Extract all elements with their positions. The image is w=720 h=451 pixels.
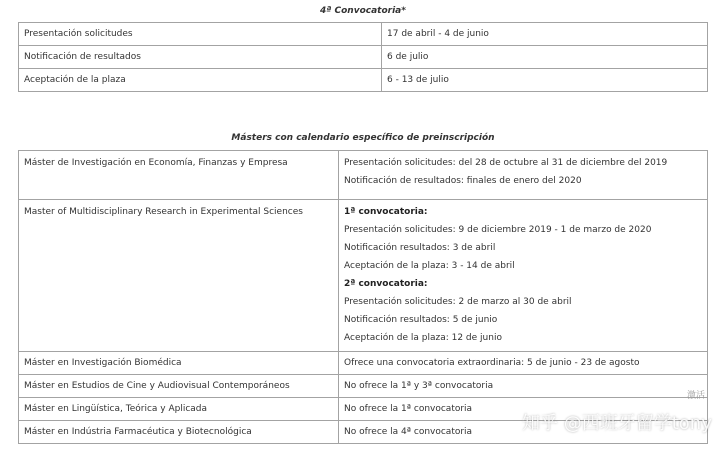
table-row <box>19 46 708 69</box>
convocatoria-heading: 2ª convocatoria: <box>344 279 428 289</box>
table-row <box>19 200 708 352</box>
table-row <box>19 23 708 46</box>
master-name-cell: Máster de Investigación en Economía, Finanzas y Empresa <box>19 151 339 200</box>
convocatoria-heading: 1ª convocatoria: <box>344 207 428 217</box>
master-dates-cell: No ofrece la 4ª convocatoria <box>339 421 708 444</box>
masters-table <box>18 150 708 444</box>
table-row <box>19 151 708 200</box>
caption-masters-calendario: Másters con calendario específico de preinscripción <box>231 133 495 143</box>
date-line: Notificación de resultados: finales de enero del 2020 <box>344 176 582 186</box>
master-dates-cell <box>339 200 708 352</box>
table-cell-label: Notificación de resultados <box>19 46 382 69</box>
date-line: Aceptación de la plaza: 12 de junio <box>344 333 502 343</box>
master-name-cell: Máster en Indústria Farmacéutica y Biotecnológica <box>19 421 339 444</box>
master-dates-cell <box>339 151 708 200</box>
caption-4a-convocatoria: 4ª Convocatoria* <box>320 6 406 16</box>
table-cell-value: 6 - 13 de julio <box>382 69 708 92</box>
activate-notice: 激活 <box>687 391 706 401</box>
master-dates-cell: No ofrece la 1ª convocatoria <box>339 398 708 421</box>
table-cell-value: 17 de abril - 4 de junio <box>382 23 708 46</box>
date-line: Presentación solicitudes: 9 de diciembre 2019 - 1 de marzo de 2020 <box>344 225 652 235</box>
date-line: Presentación solicitudes: 2 de marzo al 30 de abril <box>344 297 572 307</box>
master-dates-cell: No ofrece la 1ª y 3ª convocatoria <box>339 375 708 398</box>
date-line: Notificación resultados: 3 de abril <box>344 243 496 253</box>
table-row <box>19 375 708 398</box>
convocatoria-table <box>18 22 708 92</box>
master-name-cell: Máster en Estudios de Cine y Audiovisual Contemporáneos <box>19 375 339 398</box>
table-cell-label: Presentación solicitudes <box>19 23 382 46</box>
date-line: Aceptación de la plaza: 3 - 14 de abril <box>344 261 515 271</box>
date-line: Notificación resultados: 5 de junio <box>344 315 498 325</box>
table-row <box>19 69 708 92</box>
date-line: Presentación solicitudes: del 28 de octubre al 31 de diciembre del 2019 <box>344 158 668 168</box>
master-name-cell: Máster en Investigación Biomédica <box>19 352 339 375</box>
table-cell-value: 6 de julio <box>382 46 708 69</box>
master-name-cell: Máster en Lingüística, Teórica y Aplicada <box>19 398 339 421</box>
master-dates-cell: Ofrece una convocatoria extraordinaria: 5 de junio - 23 de agosto <box>339 352 708 375</box>
table-cell-label: Aceptación de la plaza <box>19 69 382 92</box>
zhihu-watermark: 知乎 @西班牙留学tony <box>522 413 712 434</box>
table-row <box>19 352 708 375</box>
master-name-cell: Master of Multidisciplinary Research in Experimental Sciences <box>19 200 339 352</box>
